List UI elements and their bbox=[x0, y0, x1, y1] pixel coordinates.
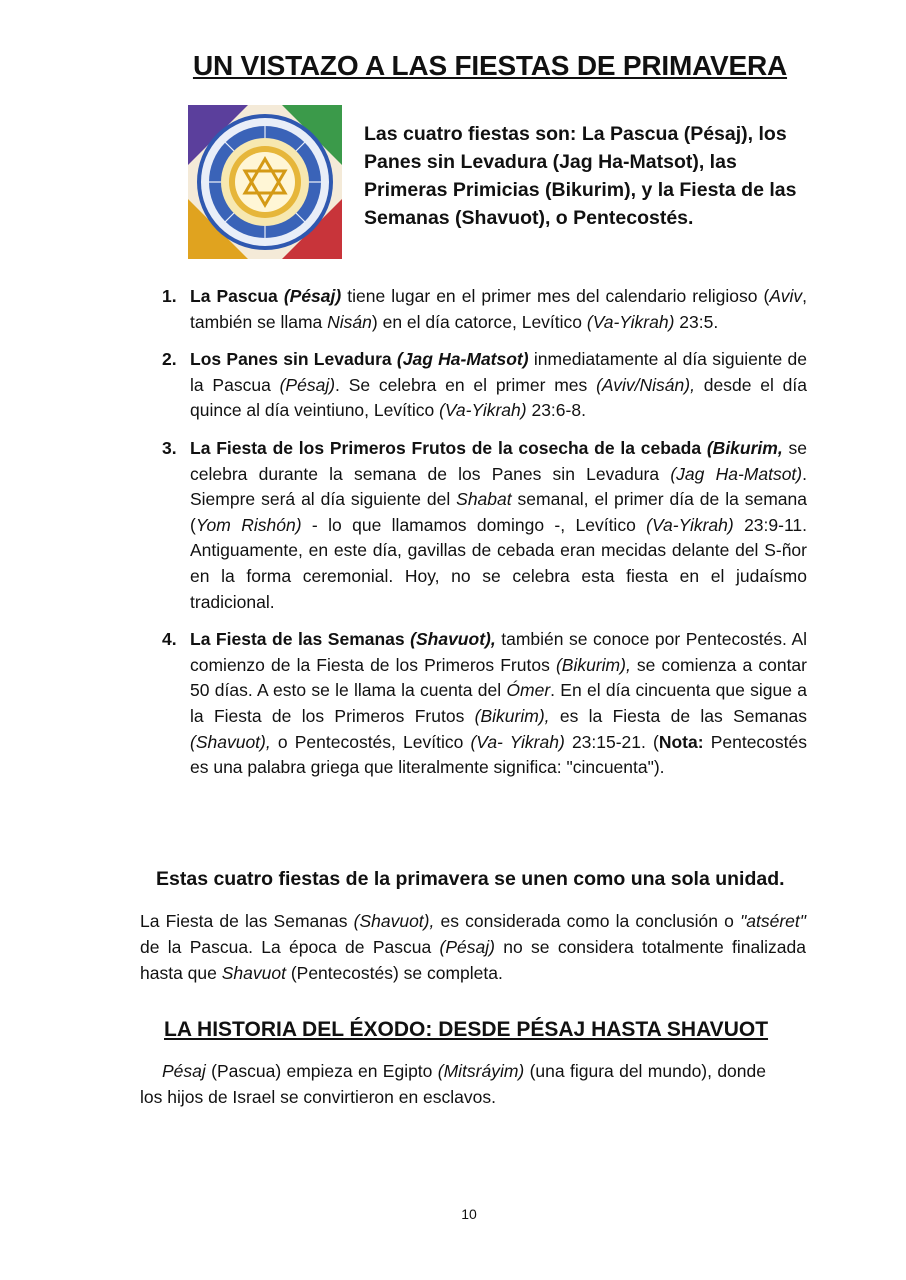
list-number: 3. bbox=[162, 437, 177, 458]
list-item-text bbox=[190, 349, 807, 420]
intro-text: Las cuatro fiestas son: La Pascua (Pésaj), los Panes sin Levadura (Jag Ha-Matsot), las Primeras Primicias (Bikurim), y la Fiesta de las Semanas (Shavuot), o Pentecostés. bbox=[364, 123, 797, 229]
text-run: , también se llama bbox=[190, 286, 807, 332]
text-run: 23:5. bbox=[674, 311, 719, 332]
text-run: Los Panes sin Levadura bbox=[190, 349, 397, 370]
text-run: La Fiesta de las Semanas bbox=[140, 911, 354, 931]
text-run: (Jag Ha-Matsot) bbox=[670, 463, 803, 484]
text-run: inmediatamente al día siguiente de la Pascua bbox=[190, 349, 807, 395]
text-run: se comienza a contar 50 días. A esto se le llama la cuenta del bbox=[190, 654, 807, 701]
text-run: desde el día quince al día veintiuno, Levítico bbox=[190, 374, 807, 421]
text-run: 23:15-21. ( bbox=[564, 731, 659, 752]
text-run: Nota: bbox=[658, 731, 704, 752]
text-run: - lo que llamamos domingo -, Levítico bbox=[301, 514, 647, 535]
text-run: . En el día cincuenta que sigue a la Fiesta de los Primeros Frutos bbox=[190, 680, 807, 726]
paragraph bbox=[140, 908, 806, 986]
list-item bbox=[160, 347, 807, 424]
text-run: (Va- Yikrah) bbox=[470, 731, 565, 752]
text-run: Shavuot bbox=[221, 963, 286, 983]
text-run: (Pascua) empieza en Egipto bbox=[205, 1061, 438, 1081]
text-run: (Bikurim), bbox=[474, 705, 550, 726]
list-item bbox=[160, 627, 807, 781]
list-number: 2. bbox=[162, 349, 177, 370]
text-run: 23:9-11. Antiguamente, en este día, gavillas de cebada eran mecidas delante del S-ñor en la forma ceremonial. Hoy, no se celebra esta fiesta en el judaísmo tradicional. bbox=[190, 514, 807, 612]
text-run: (Bikurim, bbox=[706, 437, 783, 458]
feast-list bbox=[160, 284, 807, 793]
text-run: (una figura del mundo), donde los hijos de Israel se convirtieron en esclavos. bbox=[140, 1061, 766, 1107]
text-run: (Jag Ha-Matsot) bbox=[396, 349, 529, 370]
text-run: (Pésaj) bbox=[283, 286, 342, 306]
text-run: La Fiesta de los Primeros Frutos de la cosecha de la cebada bbox=[190, 437, 707, 458]
text-run: (Shavuot), bbox=[353, 911, 435, 931]
text-run: tiene lugar en el primer mes del calendario religioso ( bbox=[341, 286, 770, 306]
text-run: también se conoce por Pentecostés. Al comienzo de la Fiesta de los Primeros Frutos bbox=[190, 629, 808, 675]
text-run: (Pésaj) bbox=[279, 374, 336, 395]
text-run: . Siempre será al día siguiente del bbox=[190, 463, 807, 510]
text-run: (Mitsráyim) bbox=[437, 1061, 525, 1081]
text-run: . Se celebra en el primer mes bbox=[335, 374, 597, 395]
text-run: se celebra durante la semana de los Panes sin Levadura bbox=[190, 437, 807, 484]
text-run: (Va-Yikrah) bbox=[586, 311, 675, 332]
text-run: 23:6-8. bbox=[526, 400, 586, 421]
text-run: de la Pascua. La época de Pascua bbox=[140, 937, 440, 957]
text-run: Pentecostés es una palabra griega que literalmente significa: "cincuenta"). bbox=[190, 731, 807, 778]
section-subheading: Estas cuatro fiestas de la primavera se unen como una sola unidad. bbox=[156, 868, 785, 890]
text-run: semanal, el primer día de la semana ( bbox=[190, 489, 808, 535]
text-run: es considerada como la conclusión o bbox=[434, 911, 741, 931]
text-run: (Pésaj) bbox=[439, 937, 495, 957]
text-run: Ómer bbox=[506, 680, 551, 701]
text-run: La Fiesta de las Semanas bbox=[190, 629, 411, 650]
list-item-text bbox=[190, 286, 807, 332]
text-run: no se considera totalmente finalizada hasta que bbox=[140, 937, 806, 983]
list-item-text bbox=[190, 629, 807, 777]
text-run: (Shavuot), bbox=[190, 731, 271, 752]
text-run: (Va-Yikrah) bbox=[439, 400, 527, 421]
list-item bbox=[160, 284, 807, 335]
text-run: (Pentecostés) se completa. bbox=[285, 963, 503, 983]
text-run: o Pentecostés, Levítico bbox=[270, 731, 471, 752]
page-title: UN VISTAZO A LAS FIESTAS DE PRIMAVERA bbox=[192, 50, 788, 81]
text-run: Yom Rishón) bbox=[195, 514, 302, 535]
list-number: 4. bbox=[162, 629, 177, 650]
text-run: (Va-Yikrah) bbox=[646, 514, 734, 535]
text-run: Aviv bbox=[769, 286, 803, 306]
paragraph bbox=[140, 1058, 766, 1110]
text-run: "atséret" bbox=[740, 911, 806, 931]
list-number: 1. bbox=[162, 286, 177, 306]
text-run: La Pascua bbox=[190, 286, 284, 306]
list-item bbox=[160, 436, 807, 615]
text-run: (Shavuot), bbox=[410, 629, 496, 650]
list-item-text bbox=[190, 438, 807, 612]
page-number: 10 bbox=[461, 1206, 477, 1222]
star-of-david-calendar-icon bbox=[188, 105, 342, 259]
text-run: es la Fiesta de las Semanas bbox=[549, 705, 808, 726]
text-run: (Bikurim), bbox=[555, 654, 631, 675]
text-run: ) en el día catorce, Levítico bbox=[371, 311, 587, 332]
text-run: Nisán bbox=[327, 311, 372, 332]
text-run: Shabat bbox=[456, 489, 512, 510]
text-run: Pésaj bbox=[162, 1061, 206, 1081]
section-title: LA HISTORIA DEL ÉXODO: DESDE PÉSAJ HASTA SHAVUOT bbox=[164, 1018, 769, 1041]
text-run: (Aviv/Nisán), bbox=[596, 374, 695, 395]
